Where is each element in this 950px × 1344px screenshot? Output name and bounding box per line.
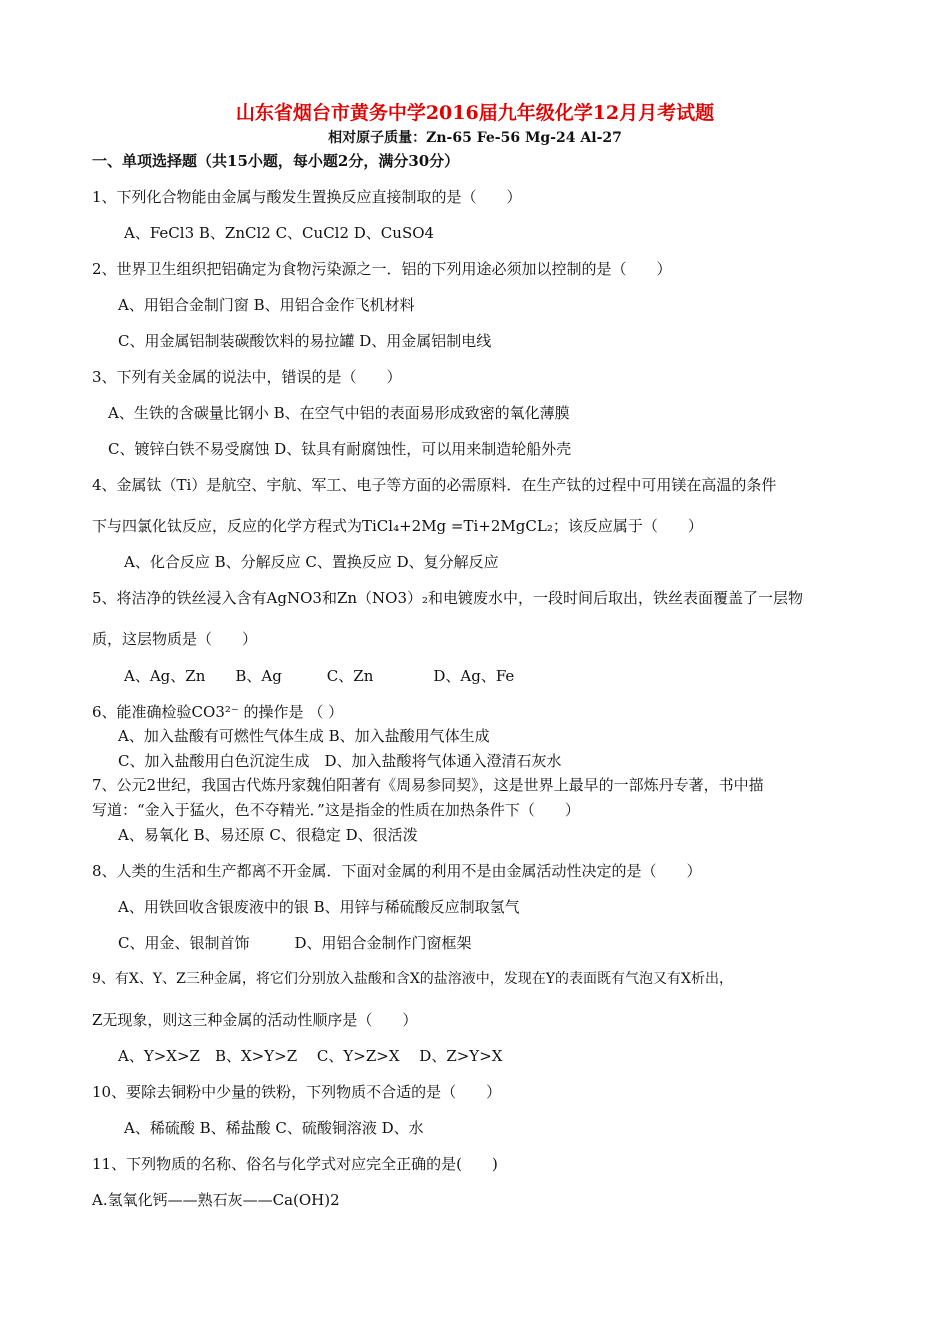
question-1-options: A、FeCl3 B、ZnCl2 C、CuCl2 D、CuSO4	[124, 224, 435, 242]
section-heading: 一、单项选择题（共15小题，每小题2分，满分30分）	[92, 152, 460, 170]
question-8-options-ab: A、用铁回收含银废液中的银 B、用锌与稀硫酸反应制取氢气	[118, 898, 520, 916]
question-2-options-ab: A、用铝合金制门窗 B、用铝合金作飞机材料	[118, 296, 415, 314]
question-8-stem: 8、人类的生活和生产都离不开金属．下面对金属的利用不是由金属活动性决定的是（ ）	[92, 862, 702, 880]
question-5-options: A、Ag、Zn B、Ag C、Zn D、Ag、Fe	[124, 667, 515, 685]
question-4-stem-line1: 4、金属钛（Ti）是航空、宇航、军工、电子等方面的必需原料．在生产钛的过程中可用镁在高温的条件	[92, 476, 777, 494]
question-10-stem: 10、要除去铜粉中少量的铁粉，下列物质不合适的是（ ）	[92, 1083, 502, 1101]
question-8-options-cd: C、用金、银制首饰 D、用铝合金制作门窗框架	[118, 934, 472, 952]
question-11-option-a: A.氢氧化钙——熟石灰——Ca(OH)2	[92, 1191, 340, 1209]
question-7-stem-line1: 7、公元2世纪，我国古代炼丹家魏伯阳著有《周易参同契》，这是世界上最早的一部炼丹专著，书中描	[92, 776, 764, 794]
question-3-options-ab: A、生铁的含碳量比钢小 B、在空气中铝的表面易形成致密的氧化薄膜	[108, 404, 570, 422]
question-7-stem-line2: 写道：“金入于猛火，色不夺精光．”这是指金的性质在加热条件下（ ）	[92, 801, 580, 819]
question-4-options: A、化合反应 B、分解反应 C、置换反应 D、复分解反应	[124, 553, 499, 571]
question-6-stem: 6、能准确检验CO3²⁻ 的操作是 （ ）	[92, 703, 344, 721]
question-6-options-ab: A、加入盐酸有可燃性气体生成 B、加入盐酸用气体生成	[118, 727, 490, 745]
question-3-stem: 3、下列有关金属的说法中，错误的是（ ）	[92, 368, 402, 386]
page-title: 山东省烟台市黄务中学2016届九年级化学12月月考试题	[235, 102, 715, 124]
question-11-stem: 11、下列物质的名称、俗名与化学式对应完全正确的是( )	[92, 1155, 498, 1173]
question-9-stem-line1: 9、有X、Y、Z三种金属，将它们分别放入盐酸和含X的盐溶液中，发现在Y的表面既有气泡又有X析出，	[92, 971, 734, 987]
question-5-stem-line1: 5、将洁净的铁丝浸入含有AgNO3和Zn（NO3）₂和电镀废水中，一段时间后取出，铁丝表面覆盖了一层物	[92, 589, 804, 607]
question-2-stem: 2、世界卫生组织把铝确定为食物污染源之一．铝的下列用途必须加以控制的是（ ）	[92, 260, 672, 278]
question-6-options-cd: C、加入盐酸用白色沉淀生成 D、加入盐酸将气体通入澄清石灰水	[118, 752, 562, 770]
question-4-stem-line2: 下与四氯化钛反应，反应的化学方程式为TiCl₄+2Mg =Ti+2MgCL₂；该反应属于（ ）	[92, 517, 703, 535]
question-9-options: A、Y>X>Z B、X>Y>Z C、Y>Z>X D、Z>Y>X	[118, 1047, 503, 1065]
question-7-options: A、易氧化 B、易还原 C、很稳定 D、很活泼	[118, 826, 418, 844]
atomic-mass-line: 相对原子质量：Zn-65 Fe-56 Mg-24 Al-27	[328, 130, 622, 146]
question-9-stem-line2: Z无现象，则这三种金属的活动性顺序是（ ）	[92, 1011, 418, 1029]
question-5-stem-line2: 质，这层物质是（ ）	[92, 630, 258, 648]
question-10-options: A、稀硫酸 B、稀盐酸 C、硫酸铜溶液 D、水	[124, 1119, 424, 1137]
question-2-options-cd: C、用金属铝制装碳酸饮料的易拉罐 D、用金属铝制电线	[118, 332, 492, 350]
question-3-options-cd: C、镀锌白铁不易受腐蚀 D、钛具有耐腐蚀性，可以用来制造轮船外壳	[108, 440, 572, 458]
question-1-stem: 1、下列化合物能由金属与酸发生置换反应直接制取的是（ ）	[92, 188, 522, 206]
